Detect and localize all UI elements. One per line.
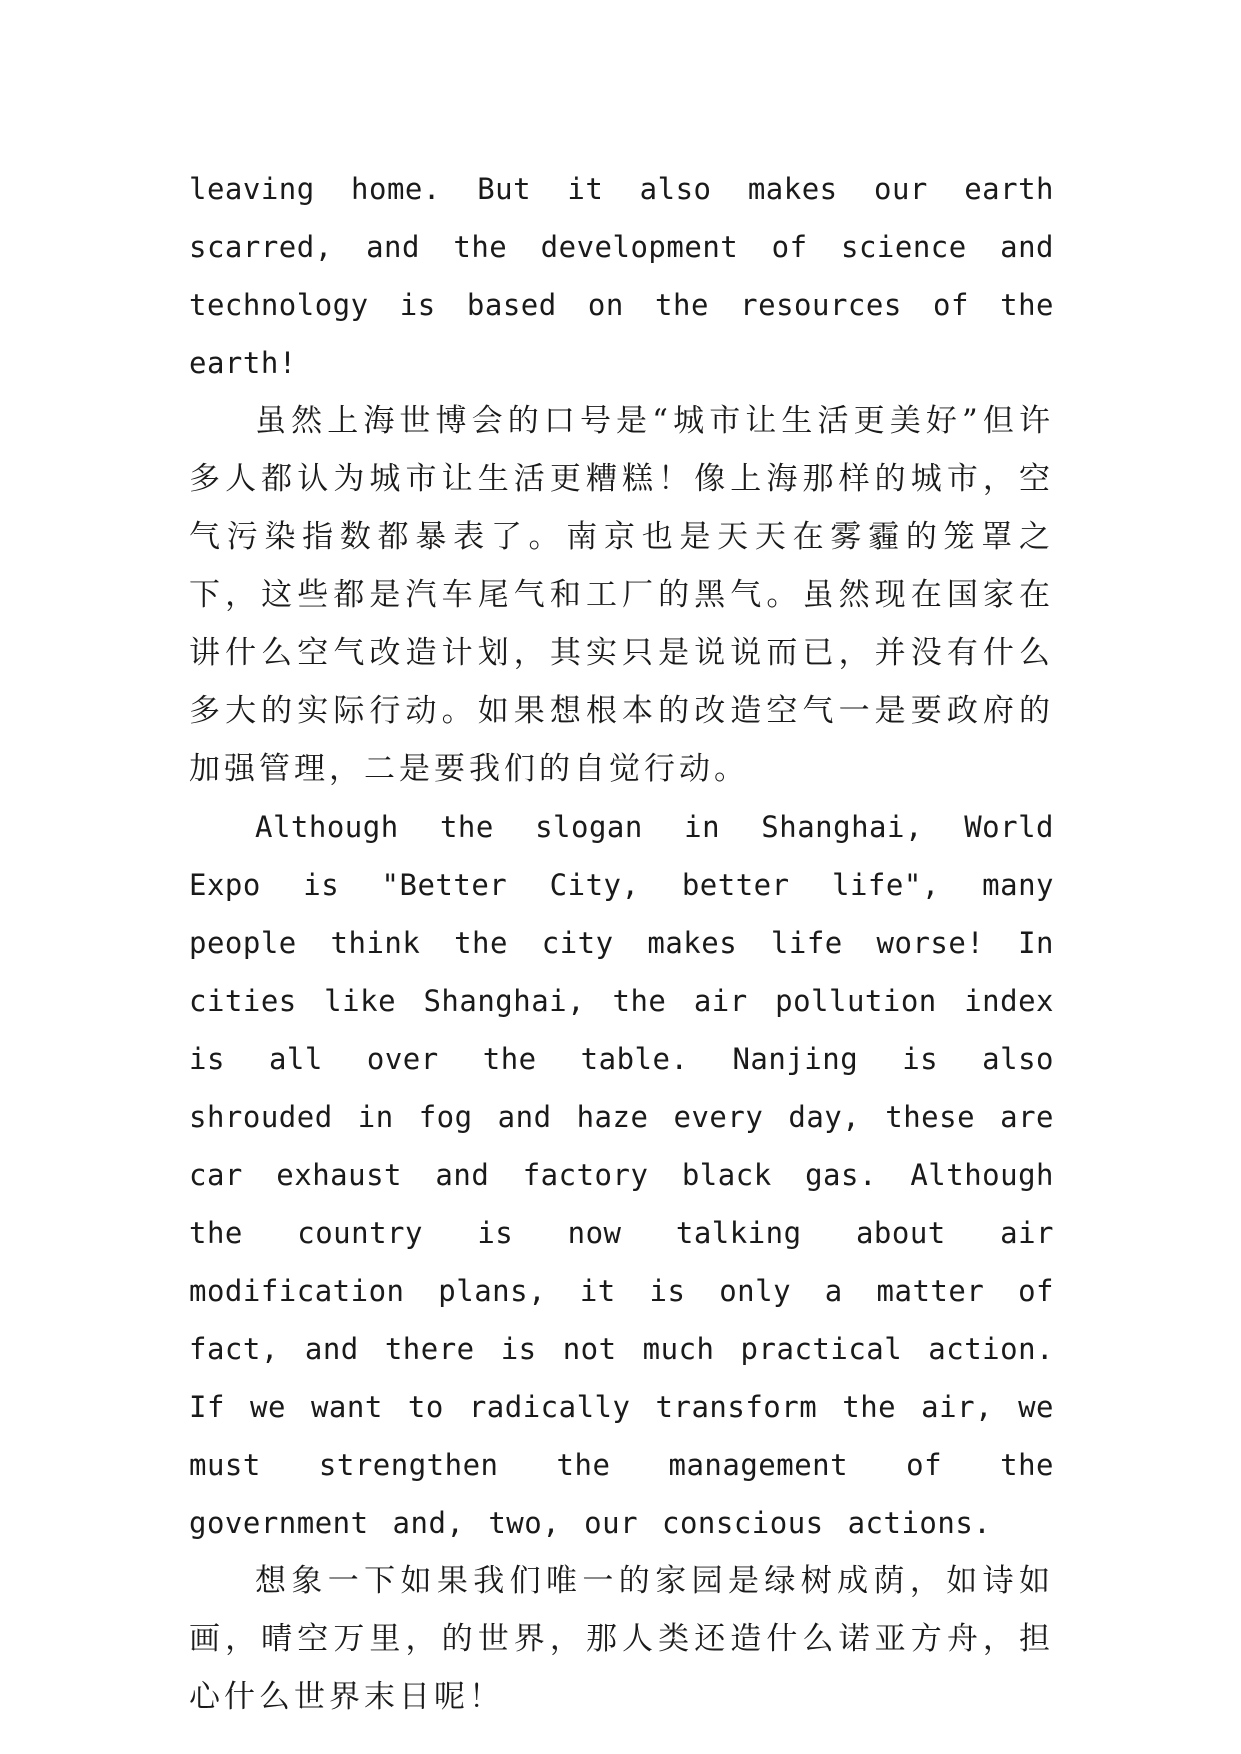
paragraph-4-chinese: 想象一下如果我们唯一的家园是绿树成荫，如诗如画，晴空万里，的世界，那人类还造什么诺亚方舟，担心什么世界末日呢！ [189,1563,1054,1715]
paragraph-2-chinese: 虽然上海世博会的口号是“城市让生活更美好”但许多人都认为城市让生活更糟糕！像上海那样的城市，空气污染指数都暴表了。南京也是天天在雾霾的笼罩之下，这些都是汽车尾气和工厂的黑气。虽然现在国家在讲什么空气改造计划，其实只是说说而已，并没有什么多大的实际行动。如果想根本的改造空气一是要政府的加强管理，二是要我们的自觉行动。 [189,403,1054,787]
paragraph-1-english: leaving home. But it also makes our earth scarred, and the development of science and technology is based on the resources of the earth! [189,172,1054,380]
document-page [189,160,1054,1726]
paragraph-3-english: Although the slogan in Shanghai, World Expo is "Better City, better life", many people think the city makes life worse! In cities like Shanghai, the air pollution index is all over the table. Nanjing is also shrouded in fog and haze every day, these are car exhaust and factory black gas. Although the country is now talking about air modification plans, it is only a matter of fact, and there is not much practical action. If we want to radically transform the air, we must strengthen the management of the government and, two, our conscious actions. [189,810,1054,1540]
